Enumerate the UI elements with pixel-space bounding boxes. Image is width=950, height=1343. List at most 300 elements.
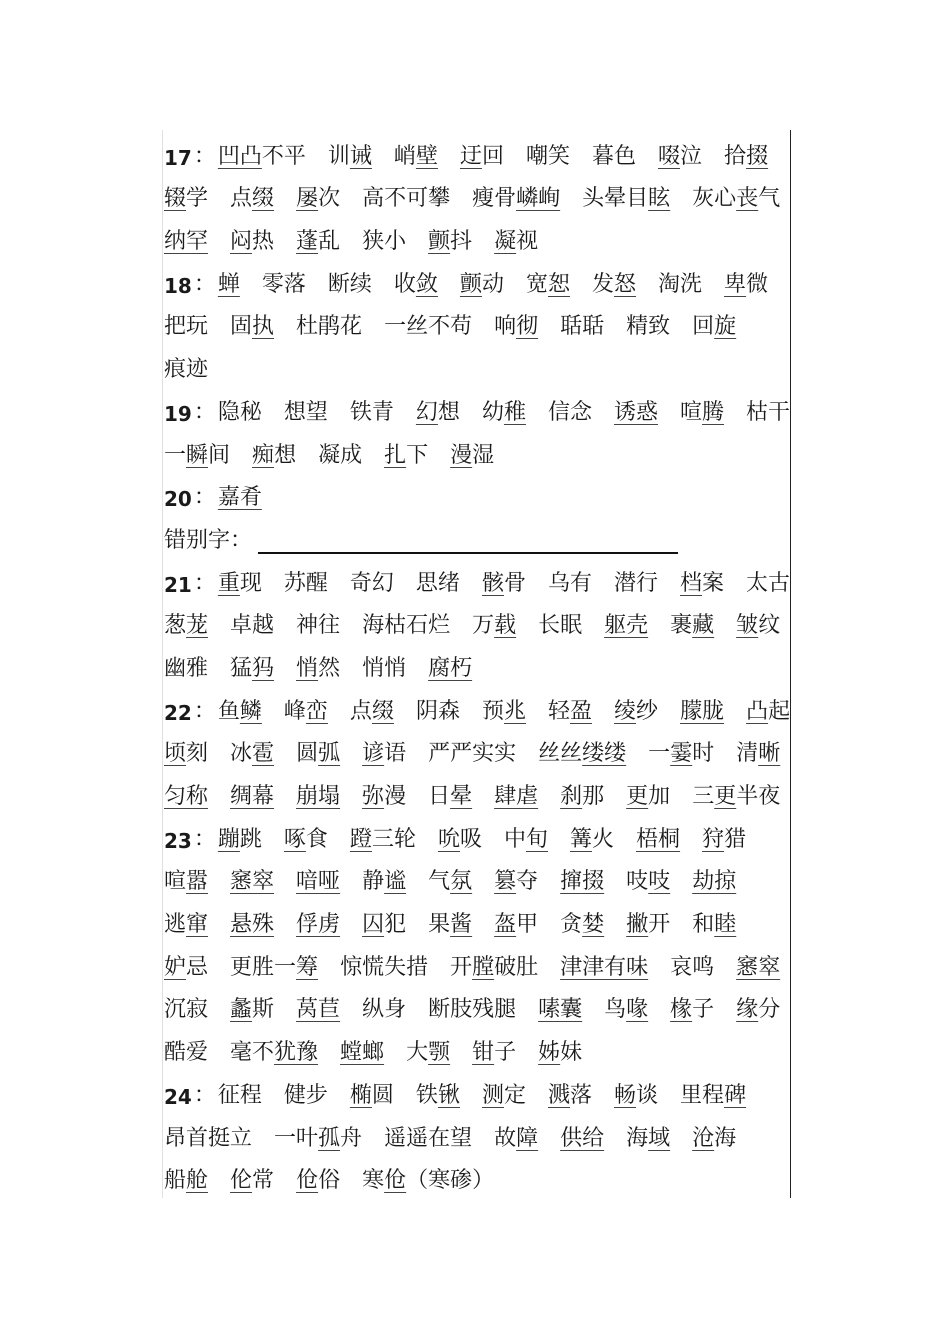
word-char: 万 <box>472 613 495 639</box>
text-line <box>164 941 786 984</box>
word-char: 惊慌失措 <box>340 954 429 980</box>
word-char: 峭 <box>393 143 416 169</box>
vocab-word <box>230 181 274 212</box>
vocab-word <box>428 224 472 255</box>
word-char: 纵身 <box>362 997 407 1023</box>
underlined-char: 域 <box>648 1125 671 1151</box>
text-line <box>164 343 786 386</box>
word-char: 回 <box>481 143 504 169</box>
word-char: （寒碜） <box>406 1168 495 1194</box>
vocab-word <box>362 181 450 212</box>
word-char: 精致 <box>626 314 671 340</box>
vocab-word <box>428 907 472 938</box>
word-char: 高不可攀 <box>362 186 451 212</box>
word-char: 三 <box>692 784 715 809</box>
underlined-char: 眩 <box>648 186 671 212</box>
vocab-word <box>692 864 736 895</box>
underlined-char: 啜 <box>658 143 681 169</box>
underlined-char: 犹豫 <box>274 1040 319 1066</box>
underlined-char: 诱惑 <box>613 399 658 425</box>
underlined-char: 嗉囊 <box>538 997 583 1023</box>
underlined-char: 卑 <box>724 271 747 297</box>
vocab-word <box>362 907 406 938</box>
vocab-word <box>692 907 736 938</box>
vocab-word <box>416 1078 460 1109</box>
word-char: 不平 <box>261 143 306 169</box>
word-char: 泣 <box>680 143 703 169</box>
vocab-word <box>296 309 362 340</box>
word-char: 下 <box>406 442 429 468</box>
word-char: 昂首挺立 <box>164 1125 253 1151</box>
vocab-word <box>494 864 538 895</box>
vocab-word <box>296 181 340 212</box>
text-line <box>164 685 791 728</box>
word-char: 响 <box>494 314 517 340</box>
vocab-word <box>296 779 340 810</box>
word-char: 骨 <box>503 570 526 596</box>
lesson-number: 20 <box>164 487 192 512</box>
vocab-word <box>560 779 604 810</box>
underlined-char: 纳罕 <box>164 229 209 255</box>
word-char: 喧 <box>164 869 187 895</box>
word-char: 甲 <box>516 912 539 938</box>
vocab-word <box>416 694 460 725</box>
word-char: 分 <box>758 997 781 1023</box>
vocab-word <box>164 736 208 767</box>
vocab-word <box>482 566 526 597</box>
lesson-number: 22 <box>164 700 192 725</box>
word-char: 聒聒 <box>560 314 605 340</box>
lesson-number: 18 <box>164 273 192 298</box>
vocab-word <box>548 694 592 725</box>
word-char: 次 <box>318 186 341 212</box>
vocab-word <box>328 139 372 170</box>
vocab-word <box>472 1035 516 1066</box>
vocab-word <box>526 267 570 298</box>
lesson-number: 23 <box>164 828 192 853</box>
underlined-char: 敛 <box>415 271 438 297</box>
underlined-char: 辍 <box>164 186 187 212</box>
vocab-word <box>164 309 208 340</box>
underlined-char: 蠡 <box>230 997 253 1023</box>
word-char: 静 <box>362 869 385 895</box>
vocab-word <box>230 608 274 639</box>
word-char: 枯干 <box>746 399 791 425</box>
vocab-word <box>296 864 340 895</box>
word-char: 大 <box>406 1040 429 1066</box>
vocab-word <box>736 992 780 1023</box>
underlined-char: 舱 <box>186 1168 209 1194</box>
vocab-word <box>164 992 208 1023</box>
word-char: 果 <box>428 912 451 938</box>
vocab-word <box>494 309 538 340</box>
vocab-word <box>350 822 416 853</box>
vocab-word <box>362 651 406 682</box>
blank-label: 错别字： <box>164 527 253 553</box>
underlined-char: 晕 <box>450 784 473 809</box>
underlined-char: 霎 <box>670 741 693 767</box>
vocab-word <box>692 181 780 212</box>
word-char: 间 <box>208 442 231 468</box>
underlined-char: 嚣 <box>186 869 209 895</box>
word-char: 乱 <box>318 229 341 255</box>
word-char: 犯 <box>384 912 407 938</box>
vocab-word <box>218 694 262 725</box>
underlined-char: 蹦 <box>217 826 240 852</box>
underlined-char: 吱 <box>648 869 671 895</box>
word-char: 一丝不苟 <box>384 314 473 340</box>
word-char: 瘦骨 <box>472 186 517 212</box>
underlined-char: 重 <box>217 570 240 596</box>
underlined-char: 睦 <box>714 912 737 938</box>
underlined-char: 膛 <box>472 954 495 980</box>
underlined-char: 执 <box>252 314 275 340</box>
word-char: 纱 <box>636 698 659 724</box>
vocab-word <box>164 438 230 469</box>
underlined-char: 弧 <box>318 741 341 767</box>
text-line <box>164 1112 786 1155</box>
underlined-char: 螳螂 <box>340 1040 385 1066</box>
vocab-word <box>548 566 592 597</box>
underlined-char: 腐朽 <box>428 655 473 681</box>
text-line <box>164 1155 786 1198</box>
vocab-word <box>570 822 614 853</box>
word-char: 抖 <box>450 229 473 255</box>
word-char: 和 <box>692 912 715 938</box>
vocab-word <box>262 267 306 298</box>
vocab-word <box>164 1121 252 1152</box>
underlined-char: 篡 <box>494 869 517 895</box>
underlined-char: 姊 <box>538 1040 561 1066</box>
vocab-word <box>164 907 208 938</box>
word-char: 想望 <box>283 399 328 425</box>
vocab-word <box>164 1035 208 1066</box>
word-char: 热 <box>252 229 275 255</box>
vocab-word <box>428 992 516 1023</box>
vocab-word <box>460 267 504 298</box>
vocab-word <box>428 736 516 767</box>
vocab-word <box>296 224 340 255</box>
vocab-word <box>548 1078 592 1109</box>
word-char: 动 <box>481 271 504 297</box>
underlined-char: 更 <box>714 784 737 809</box>
vocab-word <box>494 224 538 255</box>
vocab-word <box>416 395 460 426</box>
vocab-word <box>362 608 450 639</box>
text-line <box>164 770 786 813</box>
word-char: 点 <box>349 698 372 724</box>
vocab-word <box>218 822 262 853</box>
underlined-char: 碑 <box>724 1082 747 1108</box>
word-char: 冰 <box>230 741 253 767</box>
text-line <box>164 173 786 216</box>
underlined-char: 测 <box>481 1082 504 1108</box>
vocab-word <box>692 779 780 810</box>
underlined-char: 钳 <box>472 1040 495 1066</box>
vocab-word <box>648 736 714 767</box>
word-char: 裹 <box>670 613 693 639</box>
vocab-word <box>284 395 328 426</box>
vocab-word <box>164 779 208 810</box>
word-char: 海 <box>714 1125 737 1151</box>
vocab-word <box>164 651 208 682</box>
underlined-char: 椭 <box>349 1082 372 1108</box>
word-char: 火 <box>592 826 615 852</box>
underlined-char: 峦 <box>305 698 328 724</box>
underlined-char: 孤 <box>318 1125 341 1151</box>
underlined-char: 伦 <box>230 1168 253 1194</box>
word-char: 湿 <box>472 442 495 468</box>
text-line <box>164 472 786 515</box>
word-char: 一 <box>648 741 671 767</box>
text-line <box>164 600 786 643</box>
underlined-char: 朦胧 <box>680 698 725 724</box>
word-char: 定 <box>503 1082 526 1108</box>
vocab-word <box>538 1035 582 1066</box>
vocab-word <box>658 139 702 170</box>
word-char: 开 <box>450 954 473 980</box>
underlined-char: 篝 <box>570 826 593 852</box>
underlined-char: 撺掇 <box>560 869 605 895</box>
word-char: 猎 <box>724 826 747 852</box>
vocab-word <box>284 822 328 853</box>
underlined-char: 颤 <box>459 271 482 297</box>
word-char: 刻 <box>186 741 209 767</box>
word-char: 固 <box>230 314 253 340</box>
word-char: 酷爱 <box>164 1040 209 1066</box>
underlined-char: 锹 <box>437 1082 460 1108</box>
word-char: 圆 <box>371 1082 394 1108</box>
vocab-word <box>680 1078 746 1109</box>
vocab-word <box>746 566 790 597</box>
text-line <box>164 386 791 429</box>
word-char: 悄悄 <box>362 655 407 681</box>
vocab-word <box>680 395 724 426</box>
underlined-char: 雹 <box>252 741 275 767</box>
vocab-word <box>670 950 714 981</box>
text-line <box>164 215 786 258</box>
word-char: 逃 <box>164 912 187 938</box>
word-char: 淘洗 <box>658 271 703 297</box>
word-char: 俗 <box>318 1168 341 1194</box>
vocab-word <box>164 950 208 981</box>
vocab-word <box>450 950 538 981</box>
underlined-char: 迂 <box>459 143 482 169</box>
vocab-word <box>296 608 340 639</box>
word-char: 凝成 <box>318 442 363 468</box>
vocab-word <box>284 694 328 725</box>
vocab-word <box>164 352 208 383</box>
word-char: 信念 <box>547 399 592 425</box>
underlined-char: 鳞 <box>239 698 262 724</box>
word-char: 跳 <box>239 826 262 852</box>
vocab-word <box>482 694 526 725</box>
vocab-word <box>428 651 472 682</box>
vocab-word <box>384 309 472 340</box>
vocab-word <box>626 1121 670 1152</box>
word-char: 乌有 <box>547 570 592 596</box>
lesson-number: 21 <box>164 572 192 597</box>
word-char: 食 <box>305 826 328 852</box>
underlined-char: 嘉肴 <box>217 485 262 511</box>
underlined-char: 喑哑 <box>296 869 341 895</box>
vocab-word <box>526 139 570 170</box>
vocab-word <box>164 1163 208 1194</box>
word-char: 海枯石烂 <box>362 613 451 639</box>
underlined-char: 妒 <box>164 954 187 980</box>
underlined-char: 皱 <box>736 613 759 639</box>
lesson-number: 24 <box>164 1084 192 1109</box>
underlined-char: 绫 <box>614 698 637 724</box>
word-char: 一叶 <box>274 1125 319 1151</box>
underlined-char: 莴苣 <box>296 997 341 1023</box>
vocab-word <box>592 267 636 298</box>
word-char: 吱 <box>626 869 649 895</box>
vocab-word <box>230 992 274 1023</box>
vocab-word <box>504 822 548 853</box>
underlined-char: 氛 <box>450 869 473 895</box>
word-char: 漫 <box>384 784 407 809</box>
vocab-word <box>296 907 340 938</box>
underlined-char: 障 <box>516 1125 539 1151</box>
vocab-word <box>350 566 394 597</box>
word-char: 猛 <box>230 655 253 681</box>
word-char: 零落 <box>261 271 306 297</box>
underlined-char: 囚 <box>362 912 385 938</box>
lesson-colon: ： <box>193 143 216 169</box>
vocab-word <box>230 779 274 810</box>
text-line <box>164 984 786 1027</box>
underlined-char: 凹凸 <box>217 143 262 169</box>
word-char: 那 <box>582 784 605 809</box>
text-line <box>164 130 786 173</box>
underlined-char: 颤 <box>428 229 451 255</box>
underlined-char: 壁 <box>415 143 438 169</box>
vocab-word <box>592 139 636 170</box>
underlined-char: 晰 <box>758 741 781 767</box>
word-char: 子 <box>692 997 715 1023</box>
vocab-word <box>362 779 406 810</box>
vocab-word <box>340 1035 384 1066</box>
vocab-word <box>328 267 372 298</box>
underlined-char: 弥 <box>362 784 385 809</box>
vocab-word <box>692 1121 736 1152</box>
vocab-word <box>362 224 406 255</box>
text-line <box>164 813 786 856</box>
vocab-word <box>604 608 648 639</box>
word-char: 铁 <box>415 1082 438 1108</box>
word-char: 哀鸣 <box>670 954 715 980</box>
word-char: 视 <box>516 229 539 255</box>
underlined-char: 闷 <box>230 229 253 255</box>
word-char: 时 <box>692 741 715 767</box>
underlined-char: 漫 <box>450 442 473 468</box>
underlined-char: 瞬 <box>186 442 209 468</box>
word-char: 起 <box>768 698 791 724</box>
vocab-word <box>362 1163 494 1194</box>
vocab-word <box>284 566 328 597</box>
underlined-char: 档 <box>680 570 703 596</box>
word-char: 点 <box>230 186 253 212</box>
vocab-word <box>614 1078 658 1109</box>
word-char: 嘲笑 <box>525 143 570 169</box>
underlined-char: 嶙峋 <box>516 186 561 212</box>
vocab-word <box>350 395 394 426</box>
text-line <box>164 898 786 941</box>
vocab-word <box>416 566 460 597</box>
word-char: 想 <box>274 442 297 468</box>
underlined-char: 伧 <box>384 1168 407 1194</box>
lesson-number: 17 <box>164 145 192 170</box>
word-char: 故 <box>494 1125 517 1151</box>
vocab-word <box>626 779 670 810</box>
underlined-char: 谚 <box>362 741 385 767</box>
lesson-colon: ： <box>193 1082 216 1108</box>
lesson-colon: ： <box>193 698 216 724</box>
vocab-word <box>340 950 428 981</box>
underlined-char: 椽 <box>670 997 693 1023</box>
word-char: 把玩 <box>164 314 209 340</box>
lesson-colon: ： <box>193 485 216 511</box>
underlined-char: 蝉 <box>217 271 240 297</box>
vocab-word <box>384 1121 472 1152</box>
underlined-char: 怒 <box>614 271 637 297</box>
text-line <box>164 258 786 301</box>
lesson-colon: ： <box>193 570 216 596</box>
vocab-word <box>230 864 274 895</box>
vocab-word <box>362 864 406 895</box>
vocab-word <box>626 907 670 938</box>
word-char: 隐秘 <box>217 399 262 425</box>
underlined-char: 幻 <box>415 399 438 425</box>
underlined-char: 屡 <box>296 186 319 212</box>
underlined-char: 撇 <box>626 912 649 938</box>
vocab-word <box>164 181 208 212</box>
underlined-char: 俘虏 <box>296 912 341 938</box>
underlined-char: 蹬 <box>349 826 372 852</box>
word-char: 发 <box>592 271 615 297</box>
word-char: 落 <box>570 1082 593 1108</box>
word-char: 神往 <box>296 613 341 639</box>
vocab-word <box>614 395 658 426</box>
vocab-word <box>472 608 516 639</box>
vocab-word <box>560 864 604 895</box>
vocab-word <box>702 822 746 853</box>
word-char: 暮色 <box>592 143 637 169</box>
word-char: 健步 <box>283 1082 328 1108</box>
vocab-word <box>746 395 790 426</box>
word-char: 苏醒 <box>283 570 328 596</box>
word-char: 轻 <box>548 698 571 724</box>
underlined-char: 畅 <box>614 1082 637 1108</box>
vocab-word <box>538 608 582 639</box>
word-char: 寒 <box>362 1168 385 1194</box>
vocab-word <box>560 1121 604 1152</box>
vocab-word <box>494 907 538 938</box>
underlined-char: 骸 <box>481 570 504 596</box>
underlined-char: 犸 <box>252 655 275 681</box>
word-char: 长眠 <box>538 613 583 639</box>
word-char: 训 <box>327 143 350 169</box>
vocab-word <box>626 864 670 895</box>
vocab-word <box>218 1078 262 1109</box>
word-char: 忌 <box>186 954 209 980</box>
word-char: 现 <box>239 570 262 596</box>
word-char: 断肢残腿 <box>428 997 517 1023</box>
vocab-word <box>230 1035 318 1066</box>
word-char: 杜鹃花 <box>296 314 363 340</box>
word-char: 破肚 <box>494 954 539 980</box>
